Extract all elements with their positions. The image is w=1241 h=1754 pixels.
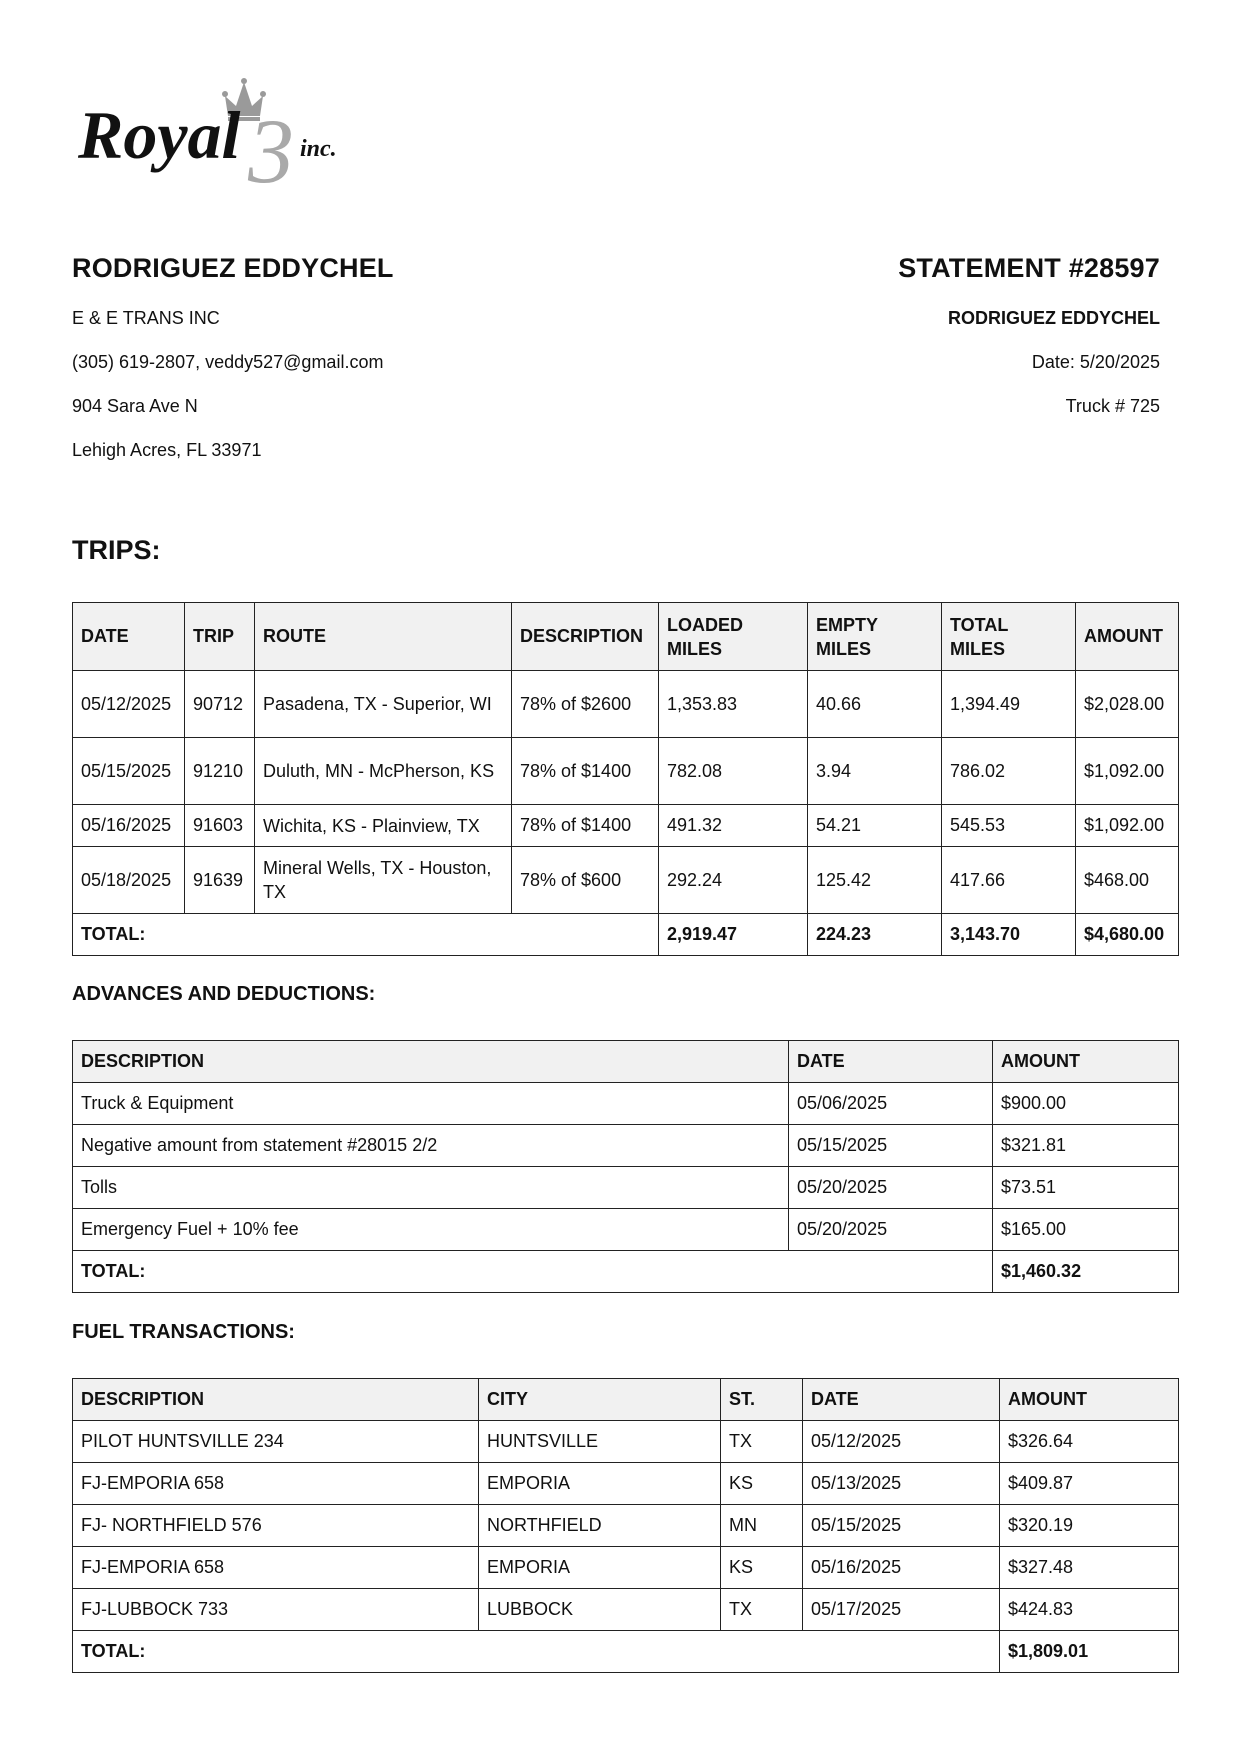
trips-header-empty-miles: EMPTY MILES	[808, 603, 942, 671]
trip-amount: $1,092.00	[1076, 805, 1179, 847]
logo-word: Royal	[78, 97, 241, 173]
logo-numeral: 3	[248, 100, 294, 198]
advance-amount: $900.00	[993, 1083, 1179, 1125]
trips-header-description: DESCRIPTION	[512, 603, 659, 671]
trip-empty-miles: 40.66	[808, 671, 942, 738]
trip-total-miles: 1,394.49	[942, 671, 1076, 738]
trip-number: 90712	[185, 671, 255, 738]
table-row	[73, 1083, 1179, 1125]
trip-route: Duluth, MN - McPherson, KS	[255, 738, 512, 805]
fuel-header-row	[73, 1379, 1179, 1421]
trips-header-route: ROUTE	[255, 603, 512, 671]
fuel-header-state: ST.	[721, 1379, 803, 1421]
advance-date: 05/20/2025	[789, 1209, 993, 1251]
advances-total-row	[73, 1251, 1179, 1293]
trips-header-date: DATE	[73, 603, 185, 671]
fuel-state: TX	[721, 1589, 803, 1631]
fuel-amount: $326.64	[1000, 1421, 1179, 1463]
statement-recipient: RODRIGUEZ EDDYCHEL	[947, 308, 1160, 328]
table-row	[73, 671, 1179, 738]
trip-empty-miles: 54.21	[808, 805, 942, 847]
trips-title: TRIPS:	[72, 535, 161, 565]
fuel-title: FUEL TRANSACTIONS:	[72, 1321, 295, 1343]
advance-description: Negative amount from statement #28015 2/2	[73, 1125, 789, 1167]
trip-route: Mineral Wells, TX - Houston, TX	[255, 847, 512, 914]
fuel-state: KS	[721, 1547, 803, 1589]
company-name: E & E TRANS INC	[72, 308, 220, 328]
trip-date: 05/18/2025	[73, 847, 185, 914]
address-line-2: Lehigh Acres, FL 33971	[72, 440, 262, 460]
trip-amount: $468.00	[1076, 847, 1179, 914]
fuel-city: LUBBOCK	[479, 1589, 721, 1631]
logo-graphic	[78, 78, 388, 198]
trip-empty-miles: 125.42	[808, 847, 942, 914]
fuel-description: FJ-LUBBOCK 733	[73, 1589, 479, 1631]
fuel-total-label: TOTAL:	[73, 1631, 1000, 1673]
advances-header-row	[73, 1041, 1179, 1083]
table-row	[73, 1209, 1179, 1251]
trip-number: 91639	[185, 847, 255, 914]
fuel-amount: $409.87	[1000, 1463, 1179, 1505]
trips-header-amount: AMOUNT	[1076, 603, 1179, 671]
advance-date: 05/15/2025	[789, 1125, 993, 1167]
advances-header-amount: AMOUNT	[993, 1041, 1179, 1083]
advance-date: 05/20/2025	[789, 1167, 993, 1209]
fuel-total-amount: $1,809.01	[1000, 1631, 1179, 1673]
trip-loaded-miles: 1,353.83	[659, 671, 808, 738]
fuel-description: PILOT HUNTSVILLE 234	[73, 1421, 479, 1463]
advance-description: Tolls	[73, 1167, 789, 1209]
contact-info: (305) 619-2807, veddy527@gmail.com	[72, 352, 384, 372]
fuel-date: 05/15/2025	[803, 1505, 1000, 1547]
trips-total-loaded-miles: 2,919.47	[659, 914, 808, 956]
advances-header-date: DATE	[789, 1041, 993, 1083]
fuel-description: FJ- NORTHFIELD 576	[73, 1505, 479, 1547]
trips-header-trip: TRIP	[185, 603, 255, 671]
advances-title: ADVANCES AND DEDUCTIONS:	[72, 983, 376, 1005]
table-row	[73, 1167, 1179, 1209]
trips-total-row	[73, 914, 1179, 956]
trips-header-loaded-miles: LOADED MILES	[659, 603, 808, 671]
fuel-city: NORTHFIELD	[479, 1505, 721, 1547]
fuel-table	[72, 1378, 1179, 1673]
table-row	[73, 1125, 1179, 1167]
trip-empty-miles: 3.94	[808, 738, 942, 805]
fuel-state: KS	[721, 1463, 803, 1505]
trip-total-miles: 545.53	[942, 805, 1076, 847]
fuel-amount: $327.48	[1000, 1547, 1179, 1589]
advances-total-label: TOTAL:	[73, 1251, 993, 1293]
advances-table	[72, 1040, 1179, 1293]
trips-header-row	[73, 603, 1179, 671]
trip-amount: $1,092.00	[1076, 738, 1179, 805]
statement-info	[600, 248, 1160, 428]
address-line-1: 904 Sara Ave N	[72, 396, 198, 416]
trips-total-empty-miles: 224.23	[808, 914, 942, 956]
fuel-city: HUNTSVILLE	[479, 1421, 721, 1463]
trip-loaded-miles: 491.32	[659, 805, 808, 847]
fuel-state: MN	[721, 1505, 803, 1547]
table-row	[73, 738, 1179, 805]
fuel-city: EMPORIA	[479, 1547, 721, 1589]
trip-number: 91210	[185, 738, 255, 805]
trip-description: 78% of $1400	[512, 805, 659, 847]
fuel-description: FJ-EMPORIA 658	[73, 1547, 479, 1589]
trip-loaded-miles: 782.08	[659, 738, 808, 805]
advance-description: Truck & Equipment	[73, 1083, 789, 1125]
advance-date: 05/06/2025	[789, 1083, 993, 1125]
trip-amount: $2,028.00	[1076, 671, 1179, 738]
trip-number: 91603	[185, 805, 255, 847]
table-row	[73, 1421, 1179, 1463]
trip-date: 05/12/2025	[73, 671, 185, 738]
advance-amount: $165.00	[993, 1209, 1179, 1251]
fuel-amount: $424.83	[1000, 1589, 1179, 1631]
company-logo	[78, 78, 388, 198]
advance-amount: $73.51	[993, 1167, 1179, 1209]
fuel-state: TX	[721, 1421, 803, 1463]
fuel-date: 05/12/2025	[803, 1421, 1000, 1463]
table-row	[73, 1547, 1179, 1589]
trip-date: 05/16/2025	[73, 805, 185, 847]
table-row	[73, 805, 1179, 847]
fuel-amount: $320.19	[1000, 1505, 1179, 1547]
fuel-header-amount: AMOUNT	[1000, 1379, 1179, 1421]
fuel-date: 05/13/2025	[803, 1463, 1000, 1505]
trip-date: 05/15/2025	[73, 738, 185, 805]
fuel-total-row	[73, 1631, 1179, 1673]
logo-suffix: inc.	[300, 136, 337, 162]
trip-route: Wichita, KS - Plainview, TX	[255, 805, 512, 847]
table-row	[73, 1463, 1179, 1505]
fuel-header-date: DATE	[803, 1379, 1000, 1421]
table-row	[73, 1505, 1179, 1547]
advances-total-amount: $1,460.32	[993, 1251, 1179, 1293]
trip-description: 78% of $600	[512, 847, 659, 914]
statement-title: STATEMENT #28597	[898, 253, 1160, 283]
fuel-city: EMPORIA	[479, 1463, 721, 1505]
trip-total-miles: 786.02	[942, 738, 1076, 805]
table-row	[73, 847, 1179, 914]
trip-total-miles: 417.66	[942, 847, 1076, 914]
trips-total-total-miles: 3,143.70	[942, 914, 1076, 956]
trip-route: Pasadena, TX - Superior, WI	[255, 671, 512, 738]
statement-date: Date: 5/20/2025	[1031, 352, 1160, 372]
trip-loaded-miles: 292.24	[659, 847, 808, 914]
fuel-date: 05/16/2025	[803, 1547, 1000, 1589]
trip-description: 78% of $1400	[512, 738, 659, 805]
truck-number: Truck # 725	[1065, 396, 1160, 416]
advance-amount: $321.81	[993, 1125, 1179, 1167]
fuel-header-description: DESCRIPTION	[73, 1379, 479, 1421]
fuel-header-city: CITY	[479, 1379, 721, 1421]
trips-total-amount: $4,680.00	[1076, 914, 1179, 956]
table-row	[73, 1589, 1179, 1631]
fuel-description: FJ-EMPORIA 658	[73, 1463, 479, 1505]
advance-description: Emergency Fuel + 10% fee	[73, 1209, 789, 1251]
trips-total-label: TOTAL:	[73, 914, 659, 956]
driver-info	[72, 248, 632, 472]
trip-description: 78% of $2600	[512, 671, 659, 738]
trips-header-total-miles: TOTAL MILES	[942, 603, 1076, 671]
fuel-date: 05/17/2025	[803, 1589, 1000, 1631]
advances-header-description: DESCRIPTION	[73, 1041, 789, 1083]
trips-table	[72, 602, 1179, 956]
driver-name: RODRIGUEZ EDDYCHEL	[72, 253, 394, 283]
